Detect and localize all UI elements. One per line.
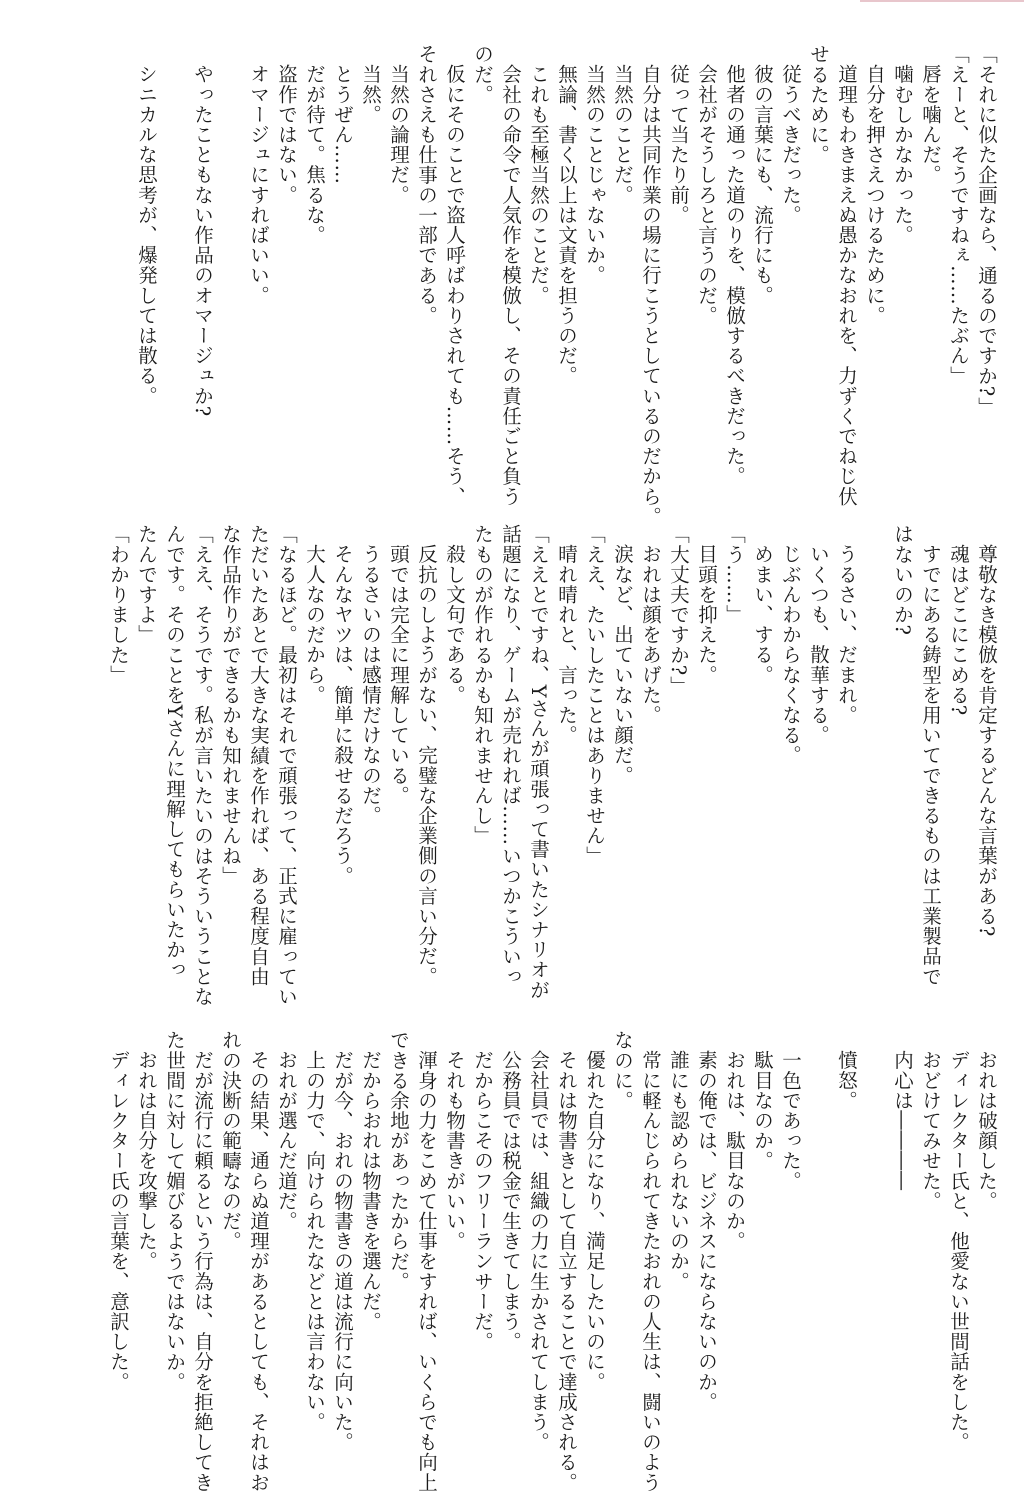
text-line: おれは破顔した。 [975,1049,998,1211]
text-line: 素の俺では、ビジネスにならないのか。 [695,1049,718,1412]
text-line: 「ええとですね、Yさんが頑張って書いたシナリオが [527,524,550,1000]
text-line: 無論、書く以上は文責を担うのだ。 [555,63,578,386]
text-line: だからこそのフリーランサーだ。 [471,1049,494,1351]
text-line: とうぜん…… [331,63,354,185]
text-line: たものが作れるかも知れませんし」 [471,524,494,846]
text-line: 涙など、出ていない顔だ。 [611,543,634,785]
text-line: おどけてみせた。 [919,1049,942,1211]
text-line: おれは自分を攻撃した。 [135,1049,158,1271]
text-line: 「それに似た企画なら、通るのですか?」 [975,44,998,417]
text-line: 渾身の力をこめて仕事をすれば、いくらでも向上 [415,1049,438,1492]
text-line: やったこともない作品のオマージュか? [191,63,214,417]
text-line: おれが選んだ道だ。 [275,1049,298,1231]
text-line: 駄目なのか。 [751,1049,774,1171]
text-line: 反抗のしようがない、完璧な企業側の言い分だ。 [415,543,438,986]
text-line: な作品作りができるかも知れませんね」 [219,524,242,886]
blank-line [860,1030,888,1450]
text-line: だが待て。焦るな。 [303,63,326,245]
text-line: 優れた自分になり、満足したいのに。 [583,1049,606,1392]
text-line: 「う……」 [723,524,746,625]
text-line: 内心は―――― [891,1049,914,1191]
text-line: それは物書きとして自立することで達成される。 [555,1049,578,1492]
text-line: それも物書きがいい。 [443,1049,466,1251]
text-line: のだ。 [471,44,494,105]
text-line: 従って当たり前。 [667,63,690,225]
text-line: オマージュにすればいい。 [247,63,270,305]
text-line: 他者の通った道のりを、模倣するべきだった。 [723,63,746,486]
blank-line [860,524,888,1014]
text-line: シニカルな思考が、爆発しては散る。 [135,63,158,406]
text-line: 誰にも認められないのか。 [667,1049,690,1291]
text-line: 殺し文句である。 [443,543,466,705]
text-line: 「わかりました」 [107,524,130,685]
text-line: 唇を噛んだ。 [919,63,942,185]
text-line: 自分は共同作業の場に行こうとしているのだから。 [639,63,662,526]
text-line: せるために。 [807,44,830,165]
text-line: なのに。 [611,1030,634,1111]
text-line: できる余地があったからだ。 [387,1030,410,1292]
text-line: ディレクター氏の言葉を、意訳した。 [107,1049,130,1392]
text-line: 当然。 [359,63,382,124]
blank-line [160,44,188,504]
text-line: 彼の言葉にも、流行にも。 [751,63,774,305]
text-line: 会社の命令で人気作を模倣し、その責任ごと負う [499,63,522,506]
text-line: 公務員では税金で生きてしまう。 [499,1049,522,1351]
text-line: だからおれは物書きを選んだ。 [359,1049,382,1331]
text-line: いくつも、散華する。 [807,543,830,745]
text-line: 盗作ではない。 [275,63,298,205]
text-block-bottom [104,1030,1000,1492]
text-line: 道理もわきまえぬ愚かなおれを、力ずくでねじ伏 [835,63,858,506]
text-block-top [132,44,1000,526]
text-line: 仮にそのことで盗人呼ばわりされても……そう、 [443,63,466,506]
text-block-middle [104,524,1000,1014]
text-line: 大人なのだから。 [303,543,326,705]
blank-line [216,44,244,504]
text-line: 晴れ晴れと、言った。 [555,543,578,745]
text-line: じぶんわからなくなる。 [779,543,802,765]
text-line: ただいたあとで大きな実績を作れば、ある程度自由 [247,524,270,987]
text-line: たんですよ」 [135,524,158,645]
text-line: だが流行に頼るという行為は、自分を拒絶してき [191,1049,214,1492]
text-line: うるさい、だまれ。 [835,543,858,725]
text-line: おれは顔をあげた。 [639,543,662,725]
text-line: 目頭を抑えた。 [695,543,718,685]
text-line: はないのか? [891,524,914,636]
text-line: だが今、おれの物書きの道は流行に向いた。 [331,1049,354,1452]
text-line: 従うべきだった。 [779,63,802,225]
text-line: 当然の論理だ。 [387,63,410,205]
text-line: そんなヤツは、簡単に殺せるだろう。 [331,543,354,886]
text-line: 話題になり、ゲームが売れれば……いつかこういっ [499,524,522,987]
text-line: 会社員では、組織の力に生かされてしまう。 [527,1049,550,1452]
page-edge-mark [860,0,1024,2]
text-line: 「なるほど。最初はそれで頑張って、正式に雇ってい [275,524,298,1007]
text-line: 頭では完全に理解している。 [387,543,410,805]
text-line: すでにある鋳型を用いてできるものは工業製品で [919,543,942,986]
text-line: 当然のことじゃないか。 [583,63,606,285]
text-line: 一色であった。 [779,1049,802,1191]
text-line: 噛むしかなかった。 [891,63,914,245]
text-line: た世間に対して媚びるようではないか。 [163,1030,186,1392]
text-line: 尊敬なき模倣を肯定するどんな言葉がある? [975,543,998,937]
text-line: 「大丈夫ですか?」 [667,524,690,696]
text-line: その結果、通らぬ道理があるとしても、それはお [247,1049,270,1492]
text-line: 常に軽んじられてきたおれの人生は、闘いのよう [639,1049,662,1492]
text-line: んです。そのことをYさんに理解してもらいたかっ [163,524,186,980]
text-line: れの決断の範疇なのだ。 [219,1030,242,1252]
text-line: ディレクター氏と、他愛ない世間話をした。 [947,1049,970,1452]
text-line: 上の力で、向けられたなどとは言わない。 [303,1049,326,1432]
text-line: 「ええ、たいしたことはありません」 [583,524,606,866]
text-line: めまい、する。 [751,543,774,685]
text-line: それさえも仕事の一部である。 [415,44,438,326]
blank-line [804,1030,832,1450]
text-line: 魂はどこにこめる? [947,543,970,716]
text-line: 会社がそうしろと言うのだ。 [695,63,718,325]
text-line: 「ええ、そうです。私が言いたいのはそういうことな [191,524,214,1007]
text-line: おれは、駄目なのか。 [723,1049,746,1251]
text-line: 当然のことだ。 [611,63,634,205]
text-line: うるさいのは感情だけなのだ。 [359,543,382,825]
text-line: これも至極当然のことだ。 [527,63,550,305]
text-line: 「えーと、そうですねぇ……たぶん」 [947,44,970,386]
text-line: 自分を押さえつけるために。 [863,63,886,325]
text-line: 憤怒。 [835,1049,858,1110]
